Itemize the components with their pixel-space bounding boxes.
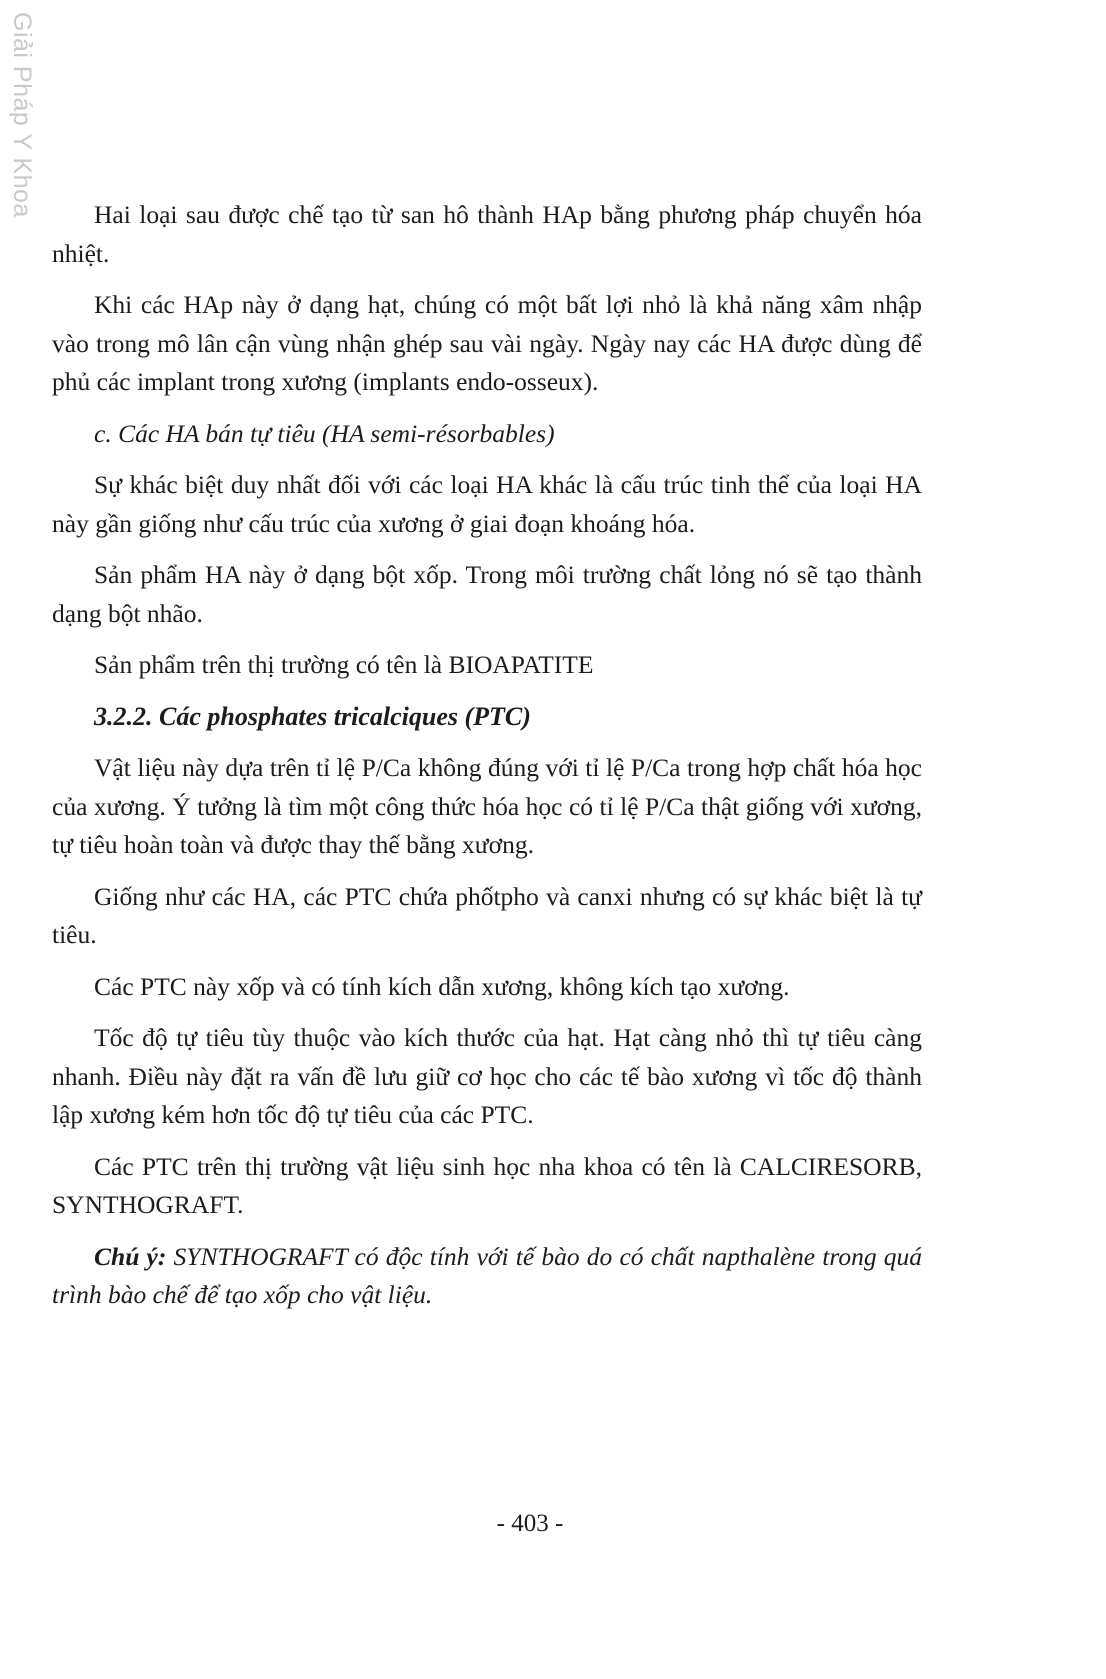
paragraph: Giống như các HA, các PTC chứa phốtpho và canxi nhưng có sự khác biệt là tự tiêu.	[52, 881, 922, 949]
note-paragraph	[52, 1238, 922, 1315]
subheading: c. Các HA bán tự tiêu (HA semi-résorbables)	[94, 418, 555, 448]
paragraph: Các PTC này xốp và có tính kích dẫn xương, không kích tạo xương.	[94, 971, 790, 1001]
document-body	[52, 196, 922, 1328]
section-heading: 3.2.2. Các phosphates tricalciques (PTC)	[94, 701, 531, 731]
paragraph: Sản phẩm trên thị trường có tên là BIOAPATITE	[94, 650, 594, 679]
note-text: SYNTHOGRAFT có độc tính với tế bào do có chất napthalène trong quá trình bào chế để tạo xốp cho vật liệu.	[52, 1241, 922, 1309]
paragraph: Hai loại sau được chế tạo từ san hô thành HAp bằng phương pháp chuyển hóa nhiệt.	[52, 200, 922, 268]
page-number: - 403 -	[496, 1510, 564, 1537]
paragraph: Vật liệu này dựa trên tỉ lệ P/Ca không đúng với tỉ lệ P/Ca trong hợp chất hóa học của xương. Ý tưởng là tìm một công thức hóa học có tỉ lệ P/Ca thật giống với xương, tự tiêu hoàn toàn và được thay thế bằng xương.	[52, 753, 922, 859]
paragraph: Sự khác biệt duy nhất đối với các loại HA khác là cấu trúc tinh thể của loại HA này gần giống như cấu trúc của xương ở giai đoạn khoáng hóa.	[52, 470, 922, 538]
note-label: Chú ý:	[94, 1241, 167, 1271]
paragraph: Các PTC trên thị trường vật liệu sinh học nha khoa có tên là CALCIRESORB, SYNTHOGRAFT.	[52, 1151, 922, 1219]
paragraph: Tốc độ tự tiêu tùy thuộc vào kích thước của hạt. Hạt càng nhỏ thì tự tiêu càng nhanh. Điều này đặt ra vấn đề lưu giữ cơ học cho các tế bào xương vì tốc độ thành lập xương kém hơn tốc độ tự tiêu của các PTC.	[52, 1023, 922, 1129]
paragraph: Sản phẩm HA này ở dạng bột xốp. Trong môi trường chất lỏng nó sẽ tạo thành dạng bột nhão.	[52, 560, 922, 628]
paragraph: Khi các HAp này ở dạng hạt, chúng có một bất lợi nhỏ là khả năng xâm nhập vào trong mô lân cận vùng nhận ghép sau vài ngày. Ngày nay các HA được dùng để phủ các implant trong xương (implants endo-osseux).	[52, 290, 922, 396]
watermark-text: Giải Pháp Y Khoa	[8, 12, 36, 218]
